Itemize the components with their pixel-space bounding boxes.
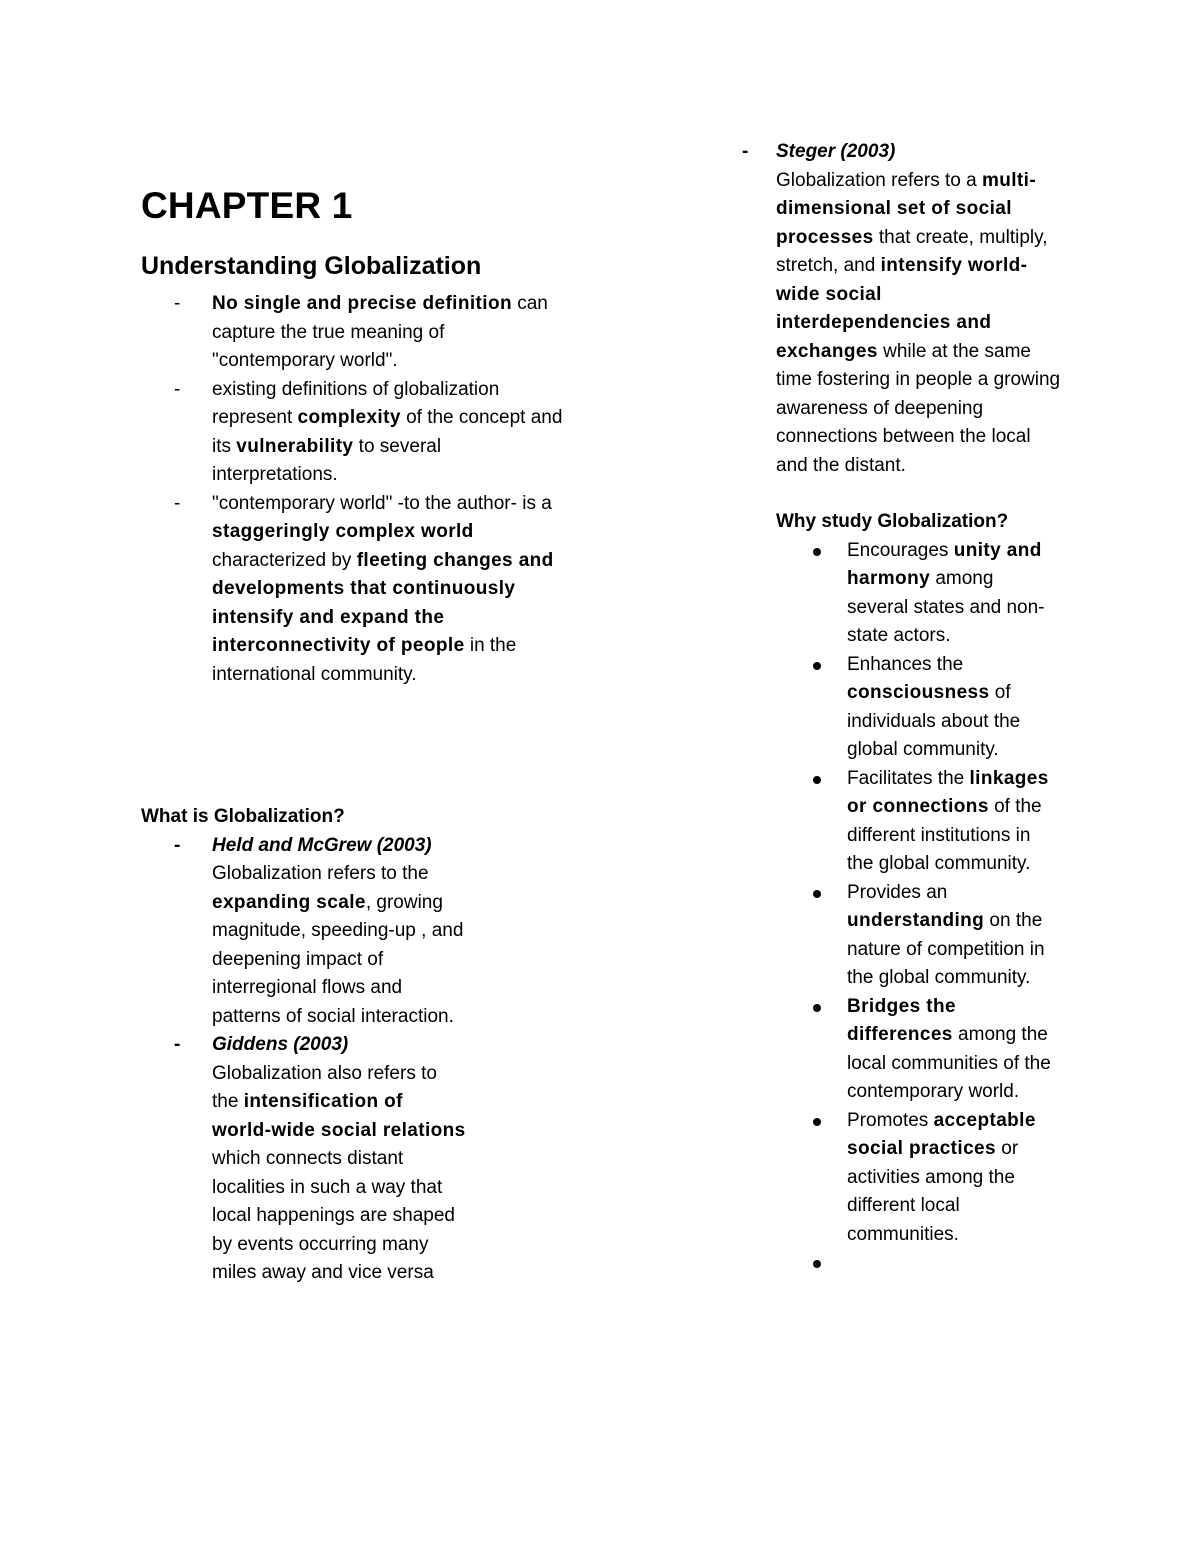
reference-title: Held and McGrew (2003) <box>212 834 432 856</box>
why-text: of the different institutions in the global community. <box>847 796 1042 874</box>
why-bold: Bridges the differences <box>847 995 956 1045</box>
bullet-icon <box>813 1260 821 1268</box>
definition-bold: intensification of world-wide social relations <box>212 1091 466 1141</box>
why-bold: consciousness <box>847 682 990 703</box>
why-item <box>735 537 1057 651</box>
why-bold: unity and harmony <box>847 539 1042 589</box>
intro-item-bold: staggeringly complex world <box>212 521 474 542</box>
definition-body <box>212 1031 467 1288</box>
why-text: among several states and non-state actors. <box>847 568 1045 646</box>
intro-list <box>141 290 571 689</box>
reference-title: Steger (2003) <box>776 141 896 162</box>
section-title: Understanding Globalization <box>141 252 482 280</box>
why-text: Facilitates the <box>847 767 970 789</box>
why-item <box>735 879 1057 993</box>
definition-body <box>212 832 467 1032</box>
definition-text: Globalization also refers to the <box>212 1062 437 1112</box>
why-text: Promotes <box>847 1109 934 1131</box>
definitions-list <box>141 832 571 1288</box>
dash-marker: - <box>174 293 181 314</box>
why-item-empty <box>735 1249 1057 1278</box>
steger-list <box>735 138 1065 480</box>
definition-held <box>141 832 571 1032</box>
why-text: Enhances the <box>847 653 964 675</box>
bullet-icon <box>813 1118 821 1126</box>
intro-item-text: to several interpretations. <box>212 435 442 485</box>
intro-item-bold: complexity <box>297 407 401 428</box>
spacer <box>141 746 571 803</box>
why-heading: Why study Globalization? <box>776 511 1009 532</box>
why-text: on the nature of competition in the global community. <box>847 910 1045 988</box>
bullet-icon <box>813 662 821 670</box>
definition-text: , growing magnitude, speeding-up , and deepening impact of interregional flows and patterns of social interaction. <box>212 891 464 1027</box>
intro-item-text: existing definitions of globalization represent <box>212 378 500 428</box>
spacer <box>141 689 571 746</box>
why-item <box>735 1107 1057 1250</box>
chapter-title: CHAPTER 1 <box>141 185 353 226</box>
definition-text: while at the same time fostering in people a growing awareness of deepening connections between the local and the distant. <box>776 340 1061 476</box>
intro-item-bold: vulnerability <box>236 435 354 457</box>
bullet-icon <box>813 776 821 784</box>
why-text: Encourages <box>847 539 954 561</box>
definition-bold: intensify world-wide social interdependencies and exchanges <box>776 255 1028 362</box>
left-column <box>141 180 571 1288</box>
intro-item-bold: No single and precise definition <box>212 293 512 314</box>
intro-item-text: of the concept and its <box>212 407 563 457</box>
why-bold: acceptable social practices <box>847 1109 1036 1159</box>
why-bold: understanding <box>847 910 985 931</box>
definition-steger <box>735 138 1065 480</box>
why-text: of individuals about the global community. <box>847 682 1021 760</box>
intro-item <box>141 490 571 690</box>
intro-item-text: characterized by <box>212 549 357 571</box>
why-text: among the local communities of the contemporary world. <box>847 1024 1051 1102</box>
why-item <box>735 993 1057 1107</box>
intro-item-text: in the international community. <box>212 635 517 685</box>
why-list <box>735 537 1065 1278</box>
intro-item-bold: fleeting changes and developments that continuously intensify and expand the interconnectivity of people <box>212 549 554 656</box>
definition-body <box>776 138 1061 480</box>
intro-item-text: can capture the true meaning of "contemporary world". <box>212 293 548 371</box>
definition-giddens <box>141 1031 571 1288</box>
why-item <box>735 651 1057 765</box>
definition-text: that create, multiply, stretch, and <box>776 226 1048 276</box>
why-bold: linkages or connections <box>847 767 1049 817</box>
intro-item <box>141 376 571 490</box>
spacer <box>735 480 1065 508</box>
bullet-icon <box>813 1004 821 1012</box>
right-column <box>735 138 1065 1278</box>
dash-marker: - <box>174 378 181 400</box>
dash-marker: - <box>174 1034 181 1055</box>
bullet-icon <box>813 890 821 898</box>
definition-text: Globalization refers to a <box>776 169 982 191</box>
definition-text: Globalization refers to the <box>212 863 429 884</box>
definition-bold: expanding scale <box>212 891 366 913</box>
definition-text: which connects distant localities in such a way that local happenings are shaped by events occurring many miles away and vice versa <box>212 1148 455 1283</box>
what-heading: What is Globalization? <box>141 806 345 827</box>
definition-bold: multi-dimensional set of social processes <box>776 169 1037 248</box>
reference-title: Giddens (2003) <box>212 1034 349 1055</box>
intro-item <box>141 290 571 376</box>
intro-item-text: "contemporary world" -to the author- is a <box>212 492 552 514</box>
why-text: Provides an <box>847 881 948 903</box>
why-text: or activities among the different local communities. <box>847 1138 1019 1245</box>
dash-marker: - <box>174 834 181 856</box>
dash-marker: - <box>174 492 181 514</box>
dash-marker: - <box>742 141 749 162</box>
bullet-icon <box>813 548 821 556</box>
why-item <box>735 765 1057 879</box>
